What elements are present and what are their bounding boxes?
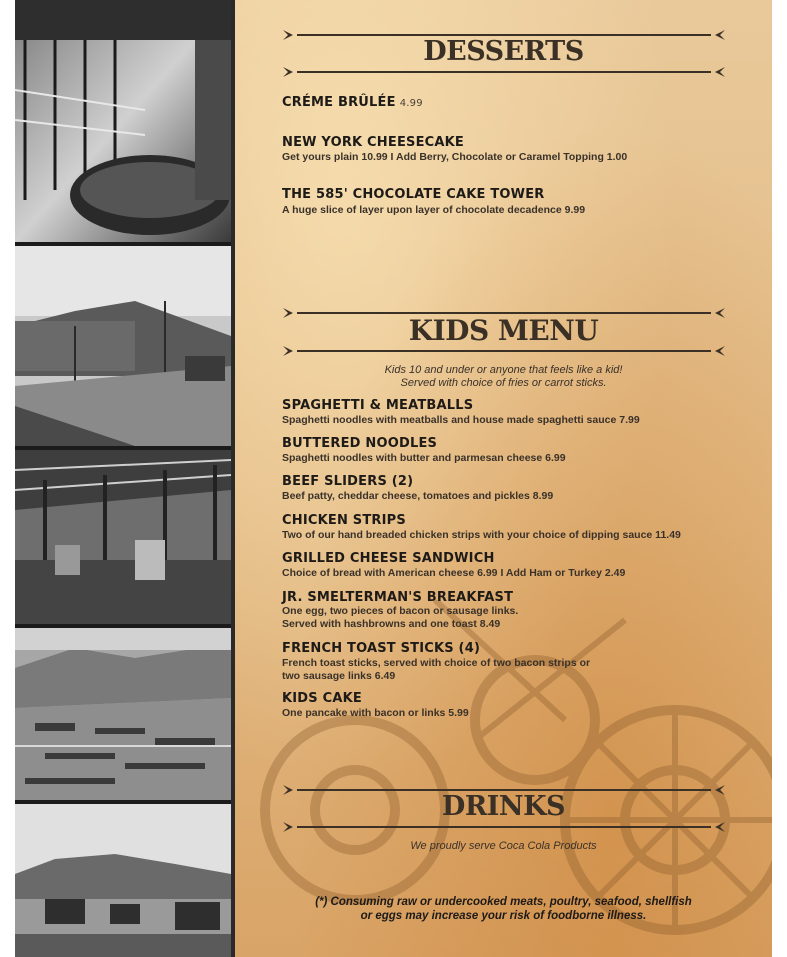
page-margin [772,0,787,957]
kids-item-grilled-cheese: GRILLED CHEESE SANDWICH [282,551,495,566]
disclaimer-line2: or eggs may increase your risk of foodborne illness. [360,910,647,922]
item-desc: Spaghetti noodles with butter and parmesan cheese 6.99 [282,452,566,464]
kids-item-spaghetti: SPAGHETTI & MEATBALLS [282,398,474,413]
dessert-item-cake-tower: THE 585' CHOCOLATE CAKE TOWER [282,187,545,202]
kids-item-french-toast: FRENCH TOAST STICKS (4) [282,641,481,656]
item-desc: two sausage links 6.49 [282,670,396,682]
photo-smelter-yard [15,246,231,446]
item-desc: Served with hashbrowns and one toast 8.49 [282,618,501,630]
photo-town-aerial [15,628,231,800]
item-desc: Choice of bread with American cheese 6.99 I Add Ham or Turkey 2.49 [282,567,626,579]
kids-title: KIDS MENU [408,314,599,347]
kids-note-line2: Served with choice of fries or carrot sticks. [400,377,607,389]
item-desc: Get yours plain 10.99 I Add Berry, Chocolate or Caramel Topping 1.00 [282,151,628,163]
item-desc: Beef patty, cheddar cheese, tomatoes and pickles 8.99 [282,490,554,502]
drinks-note: We proudly serve Coca Cola Products [410,840,597,852]
desserts-rule-bottom [283,66,725,78]
item-desc: Spaghetti noodles with meatballs and house made spaghetti sauce 7.99 [282,414,640,426]
photo-plant-hillside [15,804,231,957]
item-desc: One pancake with bacon or links 5.99 [282,707,469,719]
kids-item-kids-cake: KIDS CAKE [282,691,362,706]
item-desc: A huge slice of layer upon layer of chocolate decadence 9.99 [282,204,586,216]
kids-item-buttered-noodles: BUTTERED NOODLES [282,436,438,451]
disclaimer-line1: (*) Consuming raw or undercooked meats, poultry, seafood, shellfish [315,896,692,908]
kids-item-smelterman-breakfast: JR. SMELTERMAN'S BREAKFAST [282,590,514,605]
menu-panel [235,0,772,957]
item-price: 4.99 [399,98,423,109]
photo-strip [15,0,231,957]
desserts-title: DESSERTS [423,36,584,67]
photo-smelter-interior [15,0,231,242]
dessert-item-creme-brulee [282,95,423,110]
drinks-title: DRINKS [441,791,566,822]
kids-rule-bottom [283,345,725,357]
kids-note-line1: Kids 10 and under or anyone that feels like a kid! [384,364,623,376]
item-desc: French toast sticks, served with choice of two bacon strips or [282,657,591,669]
photo-factory-floor [15,450,231,624]
kids-item-beef-sliders: BEEF SLIDERS (2) [282,474,414,489]
kids-item-chicken-strips: CHICKEN STRIPS [282,513,406,528]
item-desc: One egg, two pieces of bacon or sausage links. [282,605,519,617]
item-desc: Two of our hand breaded chicken strips with your choice of dipping sauce 11.49 [282,529,681,541]
dessert-item-cheesecake: NEW YORK CHEESECAKE [282,135,465,150]
drinks-rule-bottom [283,821,725,833]
item-name: CRÉME BRÛLÉE [282,95,396,110]
